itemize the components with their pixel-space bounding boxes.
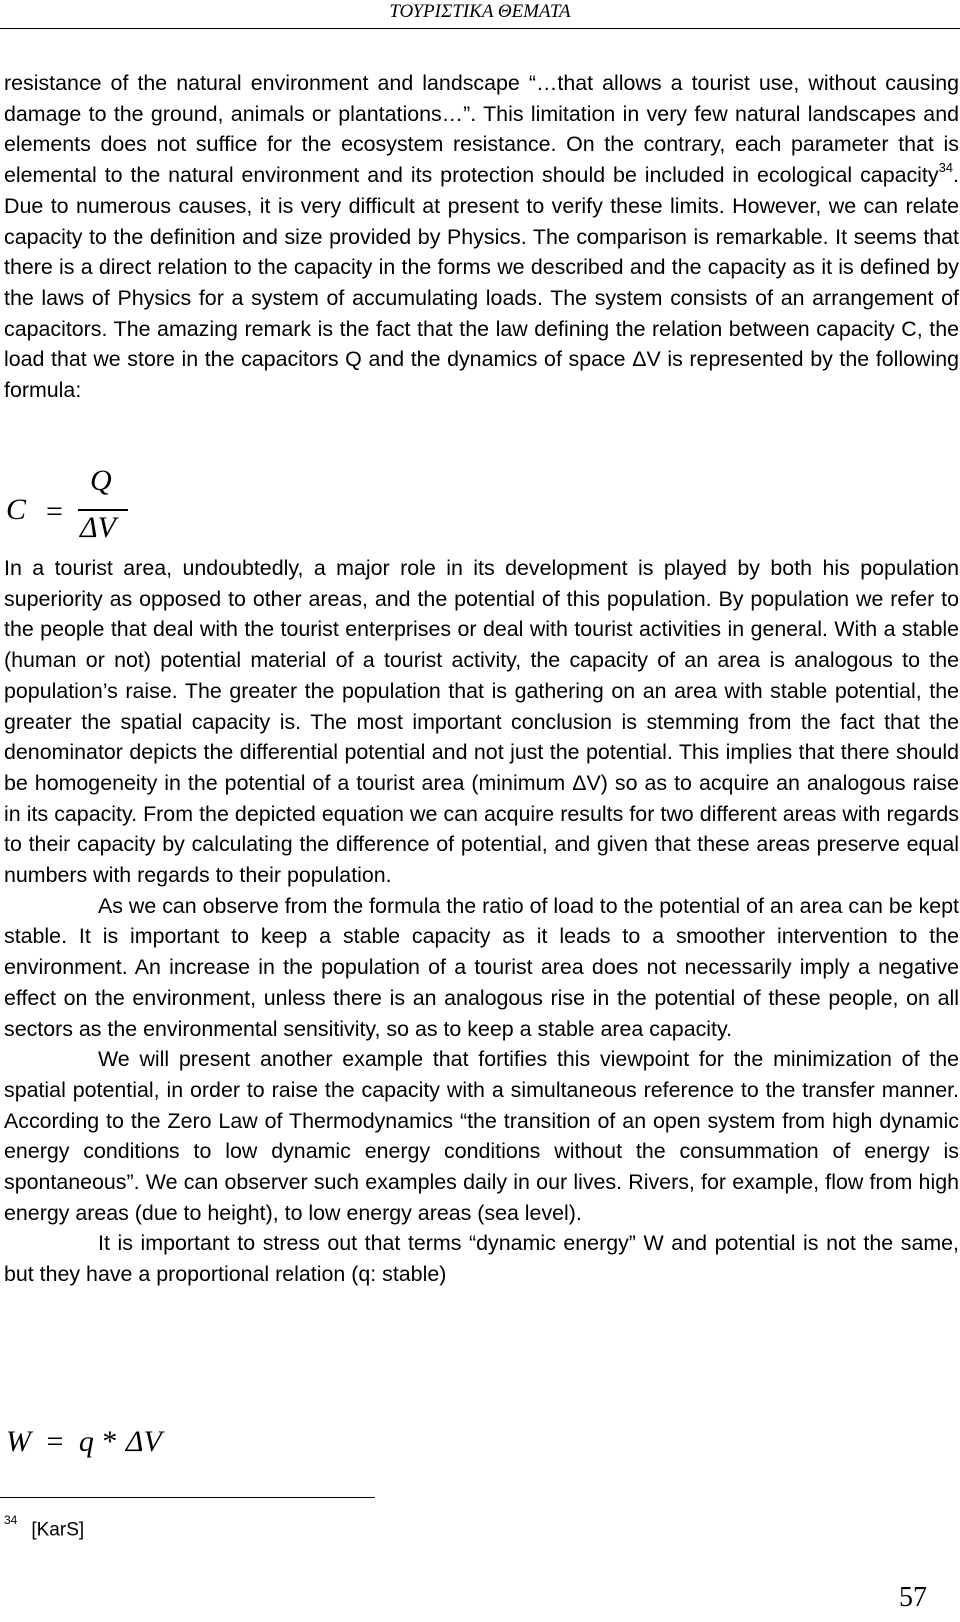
capacity-formula xyxy=(6,464,206,550)
paragraph-5: It is important to stress out that terms “dynamic energy” W and potential is not the same, but they have a proportional relation (q: stable) xyxy=(4,1231,959,1287)
footnote-text: [KarS] xyxy=(31,1519,85,1541)
body-text-block-1 xyxy=(4,68,959,406)
footnote-rule xyxy=(0,1497,375,1498)
footnote xyxy=(4,1512,84,1542)
formula-numerator-q: Q xyxy=(90,464,112,497)
paragraph-1-text-a: resistance of the natural environment and landscape “…that allows a tourist use, without causing damage to the ground, animals or plantations…”. This limitation in very few natural landscapes and elements does not suffice for the ecosystem resistance. On the contrary, each parameter that is elemental to the natural environment and its protection should be included in ecological capacity xyxy=(4,71,959,188)
paragraph-4: We will present another example that fortifies this viewpoint for the minimization of the spatial potential, in order to raise the capacity with a simultaneous reference to the transfer manner. According to the Zero Law of Thermodynamics “the transition of an open system from high dynamic energy conditions to low dynamic energy conditions without the consummation of energy is spontaneous”. We can observer such examples daily in our lives. Rivers, for example, flow from high energy areas (due to height), to low energy areas (sea level). xyxy=(4,1047,959,1225)
formula-denominator-delta-v: ΔV xyxy=(80,511,116,544)
formula-factor-delta-v: ΔV xyxy=(125,1425,162,1458)
header-rule xyxy=(0,28,960,29)
footnote-marker: 34 xyxy=(4,1513,18,1527)
footnote-reference[interactable]: 34 xyxy=(938,159,954,175)
formula-multiply-operator: * xyxy=(102,1425,118,1458)
energy-formula xyxy=(6,1425,162,1459)
formula-lhs-w: W xyxy=(6,1425,31,1458)
paragraph-1-text-b: . Due to numerous causes, it is very difficult at present to verify these limits. However, we can relate capacity to the definition and size provided by Physics. The comparison is remarkable. It seems that there is a direct relation to the capacity in the forms we described and the capacity as it is defined by the laws of Physics for a system of accumulating loads. The system consists of an arrangement of capacitors. The amazing remark is the fact that the law defining the relation between capacity C, the load that we store in the capacitors Q and the dynamics of space ΔV is represented by the following formula: xyxy=(4,163,959,403)
formula-lhs-c: C xyxy=(6,493,27,526)
paragraph-3: As we can observe from the formula the ratio of load to the potential of an area can be kept stable. It is important to keep a stable capacity as it leads to a smoother intervention to the environment. An increase in the population of a tourist area does not necessarily imply a negative effect on the environment, unless there is an analogous rise in the potential of these people, on all sectors as the environmental sensitivity, so as to keep a stable area capacity. xyxy=(4,893,959,1041)
formula-equals-sign: = xyxy=(46,495,63,528)
paragraph-1 xyxy=(4,68,959,406)
formula-equals-sign: = xyxy=(46,1425,64,1458)
page-number: 57 xyxy=(899,1582,927,1613)
paragraph-2: In a tourist area, undoubtedly, a major role in its development is played by both his population superiority as opposed to other areas, and the potential of this population. By population we refer to the people that deal with the tourist enterprises or deal with tourist activities in general. With a stable (human or not) potential material of a tourist activity, the capacity of an area is analogous to the population’s raise. The greater the population that is gathering on an area with stable potential, the greater the spatial capacity is. The most important conclusion is stemming from the fact that the denominator depicts the differential potential and not just the potential. This implies that there should be homogeneity in the potential of a tourist area (minimum ΔV) so as to acquire an analogous raise in its capacity. From the depicted equation we can acquire results for two different areas with regards to their capacity by calculating the difference of potential, and given that these areas preserve equal numbers with regards to their population. xyxy=(4,556,959,888)
body-text-block-2 xyxy=(4,553,959,1290)
running-header: ΤΟΥΡΙΣΤΙΚΑ ΘΕΜΑΤΑ xyxy=(389,1,571,22)
formula-factor-q: q xyxy=(78,1425,94,1458)
